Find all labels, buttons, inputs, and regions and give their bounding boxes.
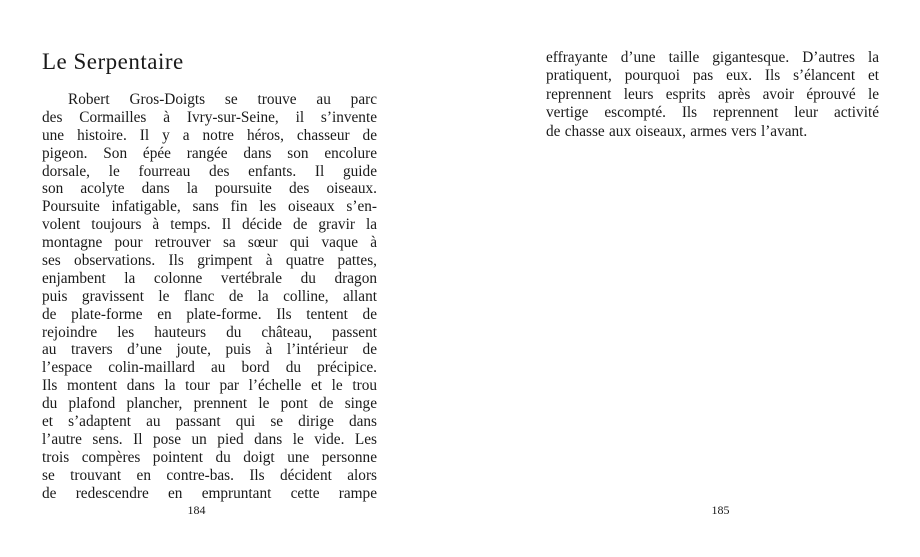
right-page-text-block — [546, 49, 879, 141]
text-line: pigeon. Son épée rangée dans son encolure — [42, 144, 377, 162]
text-line: ses observations. Ils grimpent à quatre pattes, — [42, 252, 377, 270]
text-line: l’espace colin-maillard au bord du précipice. — [42, 359, 377, 377]
left-page-number: 184 — [187, 503, 206, 517]
text-line: l’autre sens. Il pose un pied dans le vide. Les — [42, 430, 377, 448]
chapter-title: Le Serpentaire — [42, 49, 184, 74]
text-line: montagne pour retrouver sa sœur qui vaque à — [42, 234, 377, 252]
text-line: reprennent leurs esprits après avoir éprouvé le — [546, 85, 879, 103]
text-line: de redescendre en empruntant cette rampe — [42, 484, 377, 502]
text-line: dorsale, le fourreau des enfants. Il guide — [42, 162, 377, 180]
text-line: enjambent la colonne vertébrale du dragon — [42, 269, 377, 287]
text-line: son acolyte dans la poursuite des oiseaux. — [42, 180, 377, 198]
text-line: pratiquent, pourquoi pas eux. Ils s’élancent et — [546, 67, 879, 85]
text-line: Robert Gros-Doigts se trouve au parc — [68, 91, 377, 108]
text-line: volent toujours à temps. Il décide de gravir la — [42, 216, 377, 234]
text-line: trois compères pointent du doigt une personne — [42, 448, 377, 466]
text-line: du plafond plancher, prennent le pont de singe — [42, 395, 377, 413]
text-line: des Cormailles à Ivry-sur-Seine, il s’invente — [42, 108, 377, 126]
text-line: vertige escompté. Ils reprennent leur activité — [546, 104, 879, 122]
right-page — [546, 0, 879, 557]
text-line: au travers d’une joute, puis à l’intérieur de — [42, 341, 377, 359]
right-page-number: 185 — [711, 503, 730, 517]
text-line: effrayante d’une taille gigantesque. D’autres la — [546, 49, 879, 66]
text-line: se trouvant en contre-bas. Ils décident alors — [42, 466, 377, 484]
text-line: de chasse aux oiseaux, armes vers l’avant. — [546, 122, 808, 140]
left-page-text-block — [42, 91, 377, 502]
left-page — [42, 0, 377, 557]
text-line: Poursuite infatigable, sans fin les oiseaux s’en- — [42, 198, 377, 216]
text-line: Ils montent dans la tour par l’échelle et le trou — [42, 377, 377, 395]
text-line: de plate-forme en plate-forme. Ils tentent de — [42, 305, 377, 323]
text-line: puis gravissent le flanc de la colline, allant — [42, 287, 377, 305]
text-line: une histoire. Il y a notre héros, chasseur de — [42, 126, 377, 144]
text-line: rejoindre les hauteurs du château, passent — [42, 323, 377, 341]
text-line: et s’adaptent au passant qui se dirige dans — [42, 413, 377, 431]
